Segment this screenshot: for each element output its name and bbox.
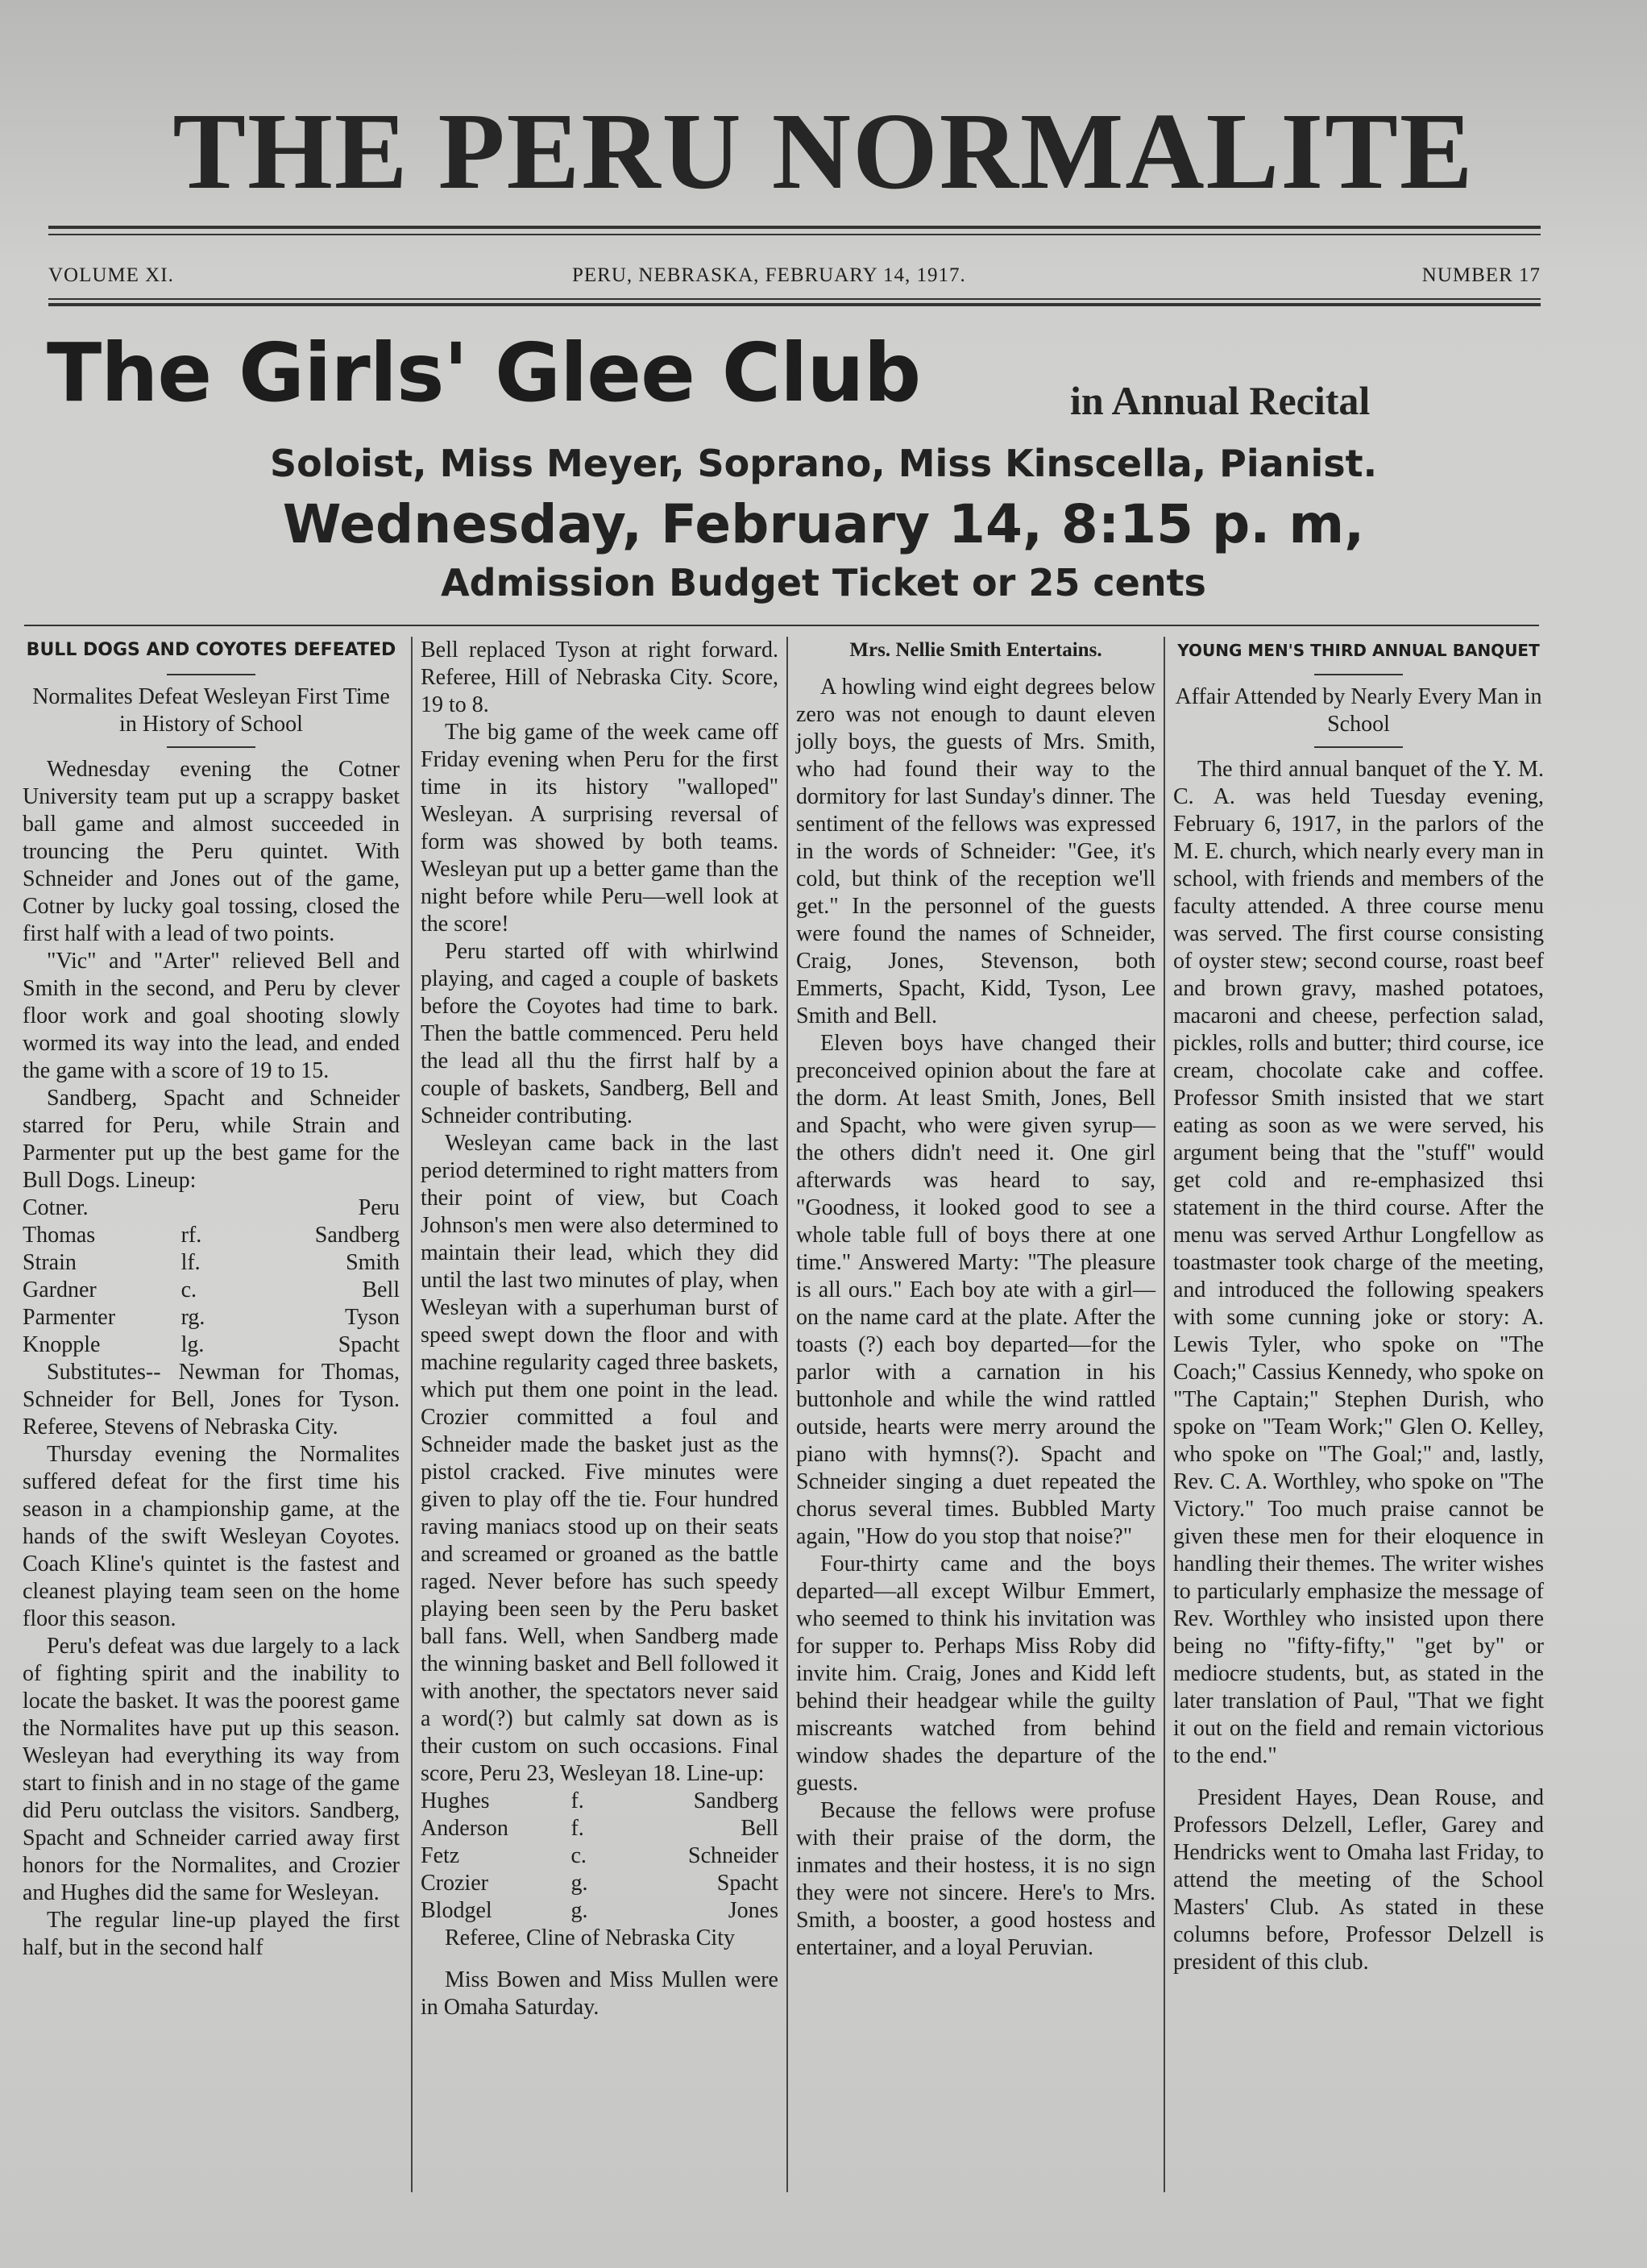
paragraph: The big game of the week came off Friday evening when Peru for the first time in its history "walloped" Wesleyan. A surprising reversal of form was showed by both teams. Wesleyan put up a better game than the night before while Peru—well look at the score! [421,720,778,937]
masthead-rule-top-thin [48,234,1541,235]
lineup-row: Gardner c. Bell [23,1277,400,1302]
lineup-row: Fetz c. Schneider [421,1843,778,1868]
paragraph: President Hayes, Dean Rouse, and Professors Delzell, Lefler, Garey and Hendricks went to Omaha last Friday, to attend the meeting of the School Masters' Club. As stated in these columns before, Professor Delzell is president of this club. [1173,1785,1544,1975]
lineup-row: Thomas rf. Sandberg [23,1223,400,1248]
date-label: PERU, NEBRASKA, FEBRUARY 14, 1917. [572,264,966,286]
lineup-row: Strain lf. Smith [23,1250,400,1275]
column-divider [1164,637,1165,2192]
article-headline: BULL DOGS AND COYOTES DEFEATED [26,640,396,660]
paragraph: Peru's defeat was due largely to a lack of fighting spirit and the inability to locate the basket. It was the poorest game the Normalites have put up this season. Wesleyan had everything its way from start to finish and in no stage of the game did Peru outclass the visitors. Sandberg, Spacht and Schneider carried away first honors for the Normalites, and Crozier and Hughes did the same for Wesleyan. [23,1634,400,1905]
paragraph: Eleven boys have changed their preconceived opinion about the fare at the dorm. At least Smith, Jones, Bell and Spacht, who were given syrup—the others didn't need it. One girl afterwards was heard to say, "Goodness, it looked good to see a whole table full of boys there at one time." Answered Marty: "The pleasure is all ours." Each boy ate with a girl—on the name card at the plate. After the toasts (?) each boy departed—for the parlor with a carnation in his buttonhole and while the wind rattled outside, hearts were merry around the piano with hymns(?). Spacht and Schneider singing a duet repeated the chorus several times. Bubbled Marty again, "How do you stop that noise?" [796,1031,1155,1549]
banner-subtitle: in Annual Recital [1070,378,1371,423]
column-1 [23,637,400,1962]
column-4 [1173,637,1544,1976]
short-rule [1314,746,1403,748]
paragraph: Wesleyan came back in the last period determined to right matters from their point of view, but Coach Johnson's men were also determined to maintain their lead, which they did until the last two minutes of play, when Wesleyan with a superhuman burst of speed swept down the floor and with machine regularity caged three baskets, which put them one point in the lead. Crozier committed a foul and Schneider made the basket just as the pistol cracked. Five minutes were given to play off the tie. Four hundred raving maniacs stood up on their seats and screamed or groaned as the battle raged. Never before has such speedy playing been seen by the Peru basket ball fans. Well, when Sandberg made the winning basket and Bell followed it with another, the spectators never said a word(?) but calmly sat down as is their custom on such occasions. Final score, Peru 23, Wesleyan 18. Line-up: [421,1131,778,1786]
issue-number: NUMBER 17 [1421,264,1541,286]
lineup-row: Crozier g. Spacht [421,1871,778,1896]
paragraph: Thursday evening the Normalites suffered defeat for the first time his season in a championship game, at the hands of the swift Wesleyan Coyotes. Coach Kline's quintet is the fastest and cleanest playing team seen on the home floor this season. [23,1442,400,1631]
column-3 [796,637,1155,1962]
paragraph: The third annual banquet of the Y. M. C. A. was held Tuesday evening, February 6, 1917, in the parlors of the M. E. church, which nearly every man in school, with friends and members of the faculty attended. A three course menu was served. The first course consisting of oyster stew; second course, roast beef and brown gravy, mashed potatoes, macaroni and cheese, perfection salad, pickles, rolls and butter; third course, ice cream, chocolate cake and coffee. Professor Smith insisted that we start eating as soon as we were served, his argument being that the "stuff" would get cold and re-emphasized thsi statement in the third course. After the menu was served Arthur Longfellow as toastmaster took charge of the meeting, and introduced the following speakers with some cunning joke or story: A. Lewis Tyler, who spoke on "The Coach;" Cassius Kennedy, who spoke on "The Captain;" Stephen Durish, who spoke on "Team Work;" Glen O. Kelley, who spoke on "The Goal;" and, lastly, Rev. C. A. Worthley, who spoke on "The Victory." Too much praise cannot be given these men for their eloquence in handling their themes. The writer wishes to particularly emphasize the message of Rev. Worthley who insisted upon there being no "fifty-fifty," "get by" or mediocre students, but, as stated in the later translation of Paul, "That we fight it out on the field and remain victorious to the end." [1173,757,1544,1768]
dateline-rule-thick [48,303,1541,306]
paragraph: The regular line-up played the first half, but in the second half [23,1908,400,1960]
masthead-title: THE PERU NORMALITE [172,91,1475,212]
paragraph: "Vic" and "Arter" relieved Bell and Smith in the second, and Peru by clever floor work and goal shooting slowly wormed its way into the lead, and ended the game with a score of 19 to 15. [23,949,400,1083]
column-divider [786,637,788,2192]
article-headline: Mrs. Nellie Smith Entertains. [849,639,1102,661]
article-subhead: Affair Attended by Nearly Every Man in School [1175,684,1542,737]
banner-soloists: Soloist, Miss Meyer, Soprano, Miss Kinscella, Pianist. [269,442,1378,485]
short-rule [167,674,255,675]
paragraph: Miss Bowen and Miss Mullen were in Omaha Saturday. [421,1967,778,2020]
short-rule [1314,674,1403,675]
banner-title: The Girls' Glee Club [47,326,921,420]
paragraph: Four-thirty came and the boys departed—all except Wilbur Emmert, who seemed to think his invitation was for supper to. Perhaps Miss Roby did invite him. Craig, Jones and Kidd left behind their headgear while the guilty miscreants watched from behind window shades the departure of the guests. [796,1551,1155,1796]
banner-admission: Admission Budget Ticket or 25 cents [441,561,1206,604]
paragraph: Because the fellows were profuse with their praise of the dorm, the inmates and their hostess, it is no sign they were not sincere. Here's to Mrs. Smith, a booster, a good hostess and entertainer, and a loyal Peruvian. [796,1798,1155,1960]
lineup-row: Anderson f. Bell [421,1816,778,1841]
lineup-row: Knopple lg. Spacht [23,1332,400,1357]
lineup-table [421,1788,778,1925]
dateline [48,264,1541,297]
paragraph: A howling wind eight degrees below zero was not enough to daunt eleven jolly boys, the guests of Mrs. Smith, who had found their way to the dormitory for last Sunday's dinner. The sentiment of the fellows was expressed in the words of Schneider: "Gee, it's cold, but think of the reception we'll get." In the personnel of the guests were found the names of Schneider, Craig, Jones, Stevenson, both Emmerts, Spacht, Kidd, Tyson, Lee Smith and Bell. [796,675,1155,1028]
paragraph: Bell replaced Tyson at right forward. Referee, Hill of Nebraska City. Score, 19 to 8. [421,638,778,717]
banner-date: Wednesday, February 14, 8:15 p. m, [282,493,1365,555]
banner-rule [24,625,1539,626]
article-headline: YOUNG MEN'S THIRD ANNUAL BANQUET [1177,641,1540,660]
lineup-row: Hughes f. Sandberg [421,1788,778,1813]
lineup-table [23,1194,400,1359]
paragraph: Referee, Cline of Nebraska City [445,1925,735,1950]
dateline-rule-thin [48,298,1541,300]
paragraph: Sandberg, Spacht and Schneider starred for Peru, while Strain and Parmenter put up the best game for the Bull Dogs. Lineup: [23,1086,400,1193]
article-subhead: Normalites Defeat Wesleyan First Time in History of School [32,684,390,737]
volume-label: VOLUME XI. [48,264,174,286]
lineup-row: Blodgel g. Jones [421,1898,778,1923]
short-rule [167,746,255,748]
paragraph: Substitutes-- Newman for Thomas, Schneider for Bell, Jones for Tyson. Referee, Stevens of Nebraska City. [23,1360,400,1439]
lineup-row: Cotner. Peru [23,1195,400,1220]
column-divider [411,637,413,2192]
lineup-row: Parmenter rg. Tyson [23,1305,400,1330]
paragraph: Wednesday evening the Cotner University team put up a scrappy basket ball game and almost succeeded in trouncing the Peru quintet. With Schneider and Jones out of the game, Cotner by lucky goal tossing, closed the first half with a lead of two points. [23,757,400,946]
column-2 [421,637,778,2021]
paragraph: Peru started off with whirlwind playing, and caged a couple of baskets before the Coyotes had time to bark. Then the battle commenced. Peru held the lead all thu the firrst half by a couple of baskets, Sandberg, Bell and Schneider contributing. [421,939,778,1128]
masthead-rule-top [48,226,1541,229]
